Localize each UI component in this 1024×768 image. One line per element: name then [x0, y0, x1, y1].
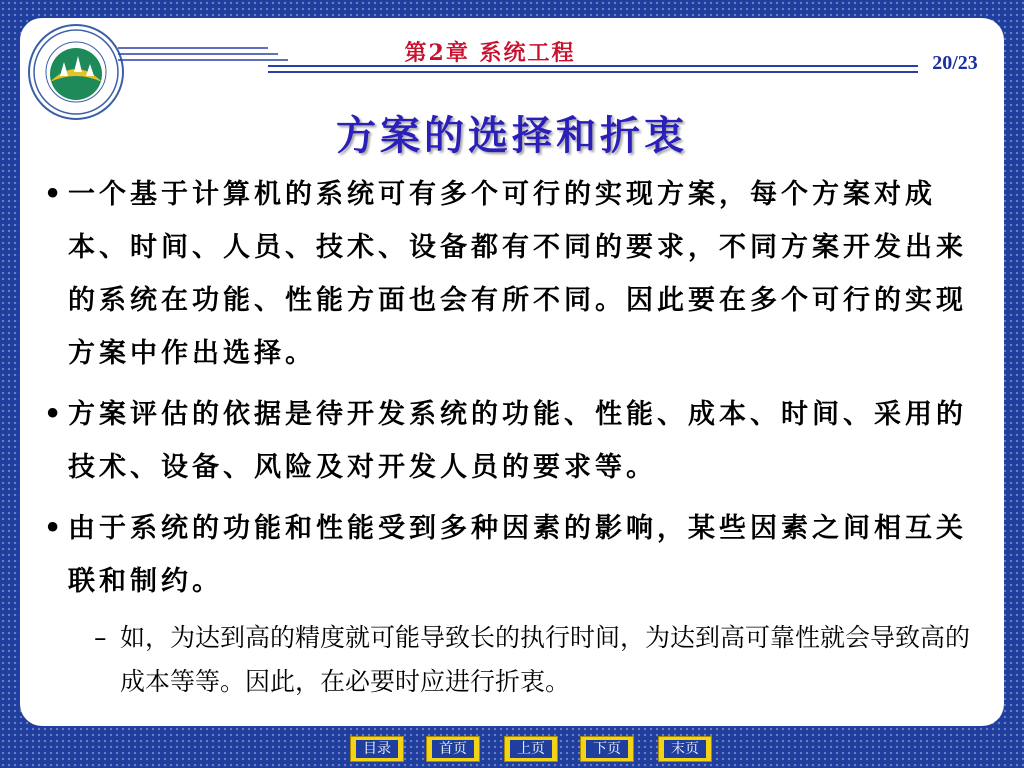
bullet-item — [44, 388, 974, 494]
bullet-item — [44, 502, 974, 608]
sub-bullet-item — [92, 616, 974, 704]
page-number: 20/23 — [932, 52, 978, 74]
chapter-title: 第2章 系统工程 — [404, 40, 576, 66]
navigation-bar — [0, 736, 1024, 764]
bullet-dot: • — [44, 399, 66, 430]
bullet-text: 方案评估的依据是待开发系统的功能、性能、成本、时间、采用的技术、设备、风险及对开发人员的要求等。 — [68, 399, 967, 483]
bullet-list — [44, 168, 974, 704]
nav-next-button[interactable]: 下页 — [580, 736, 634, 762]
sub-bullet-dash: – — [94, 623, 107, 652]
nav-prev-button[interactable]: 上页 — [504, 736, 558, 762]
nav-first-button[interactable]: 首页 — [426, 736, 480, 762]
bullet-dot: • — [44, 513, 66, 544]
sub-bullet-text: 如，为达到高的精度就可能导致长的执行时间，为达到高可靠性就会导致高的成本等等。因此，在必要时应进行折衷。 — [120, 623, 971, 696]
bullet-item — [44, 168, 974, 380]
slide-title: 方案的选择和折衷 — [336, 112, 688, 159]
bullet-dot: • — [44, 179, 66, 210]
nav-toc-button[interactable]: 目录 — [350, 736, 404, 762]
bullet-text: 由于系统的功能和性能受到多种因素的影响，某些因素之间相互关联和制约。 — [68, 513, 967, 597]
nav-last-button[interactable]: 末页 — [658, 736, 712, 762]
bullet-text: 一个基于计算机的系统可有多个可行的实现方案，每个方案对成本、时间、人员、技术、设备都有不同的要求，不同方案开发出来的系统在功能、性能方面也会有所不同。因此要在多个可行的实现方案中作出选择。 — [68, 179, 967, 369]
